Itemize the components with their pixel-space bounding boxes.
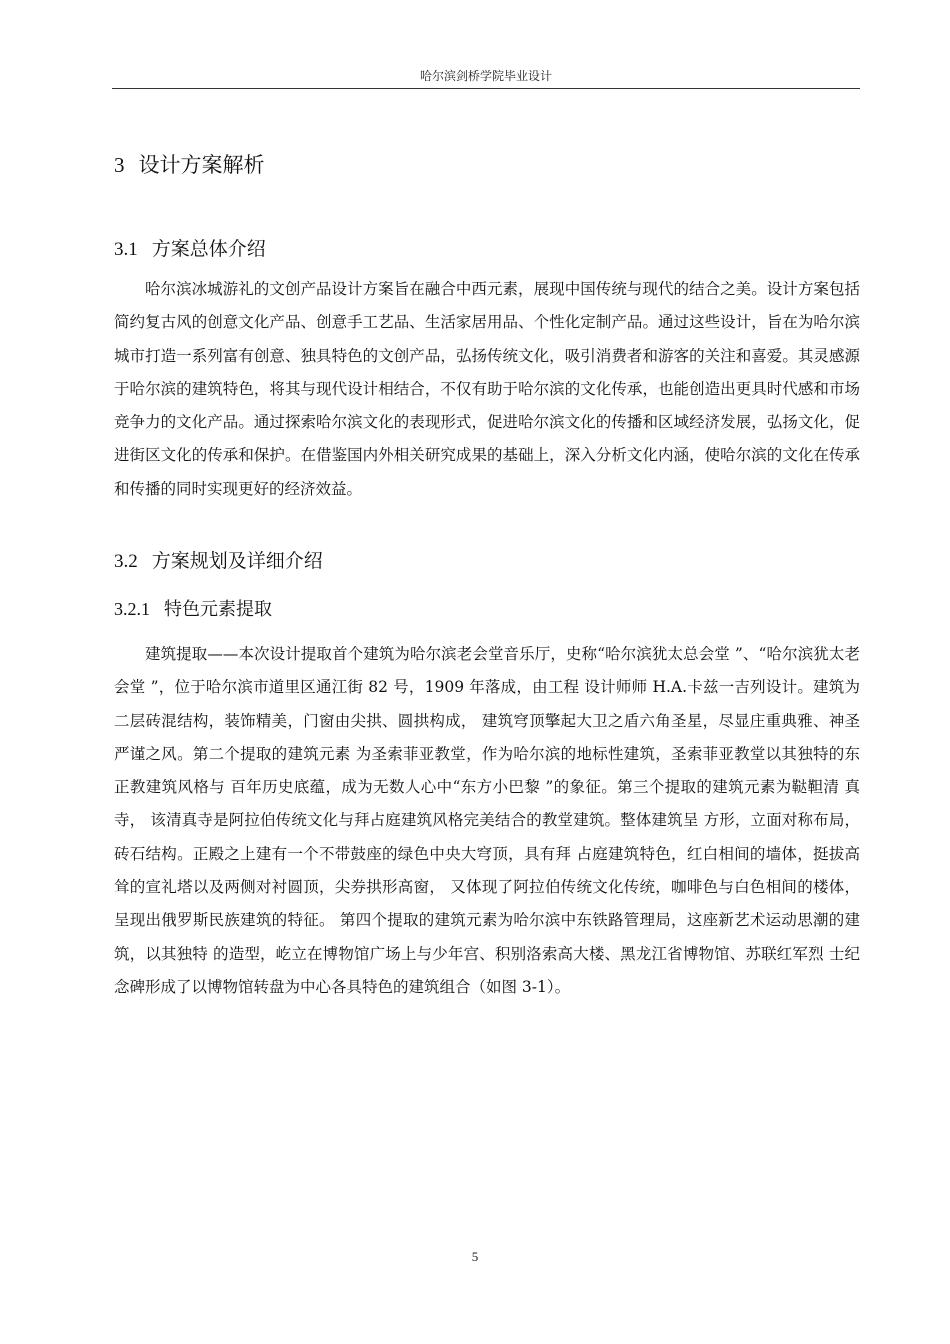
section-heading-3-2 <box>114 546 323 577</box>
page-number: 5 <box>471 1249 479 1264</box>
section-title-3-1: 方案总体介绍 <box>151 238 266 260</box>
section-number-3-1: 3.1 <box>114 239 138 260</box>
page-header: 哈尔滨剑桥学院毕业设计 <box>419 69 552 83</box>
paragraph-3-1: 哈尔滨冰城游礼的文创产品设计方案旨在融合中西元素，展现中国传统与现代的结合之美。设计方案包括简约复古风的创意文化产品、创意手工艺品、生活家居用品、个性化定制产品。通过这些设计，旨在为哈尔滨城市打造一系列富有创意、独具特色的文创产品，弘扬传统文化，吸引消费者和游客的关注和喜爱。其灵感源于哈尔滨的建筑特色，将其与现代设计相结合，不仅有助于哈尔滨的文化传承，也能创造出更具时代感和市场竞争力的文化产品。通过探索哈尔滨文化的表现形式，促进哈尔滨文化的传播和区域经济发展，弘扬文化，促进街区文化的传承和保护。在借鉴国内外相关研究成果的基础上，深入分析文化内涵，使哈尔滨的文化在传承和传播的同时实现更好的经济效益。 <box>114 280 860 498</box>
section-heading-3-1 <box>114 234 266 265</box>
paragraph-3-2-1: 建筑提取——本次设计提取首个建筑为哈尔滨老会堂音乐厅，史称“哈尔滨犹太总会堂 ”、“哈尔滨犹太老会堂 ”，位于哈尔滨市道里区通江街 82 号，1909 年落成，由工程 设计师师 H.A.卡兹一吉列设计。建筑为二层砖混结构，装饰精美，门窗由尖拱、圆拱构成， 建筑穹顶擎起大卫之盾六角圣星，尽显庄重典雅、神圣严谨之风。第二个提取的建筑元素 为圣索菲亚教堂，作为哈尔滨的地标性建筑，圣索菲亚教堂以其独特的东正教建筑风格与 百年历史底蕴，成为无数人心中“东方小巴黎 ”的象征。第三个提取的建筑元素为鞑靼清 真寺， 该清真寺是阿拉伯传统文化与拜占庭建筑风格完美结合的教堂建筑。整体建筑呈 方形，立面对称布局，砖石结构。正殿之上建有一个不带鼓座的绿色中央大穹顶，具有拜 占庭建筑特色，红白相间的墙体，挺拔高耸的宣礼塔以及两侧对衬圆顶，尖券拱形高窗， 又体现了阿拉伯传统文化传统，咖啡色与白色相间的楼体，呈现出俄罗斯民族建筑的特征。 第四个提取的建筑元素为哈尔滨中东铁路管理局，这座新艺术运动思潮的建筑，以其独特 的造型，屹立在博物馆广场上与少年宫、积别洛索高大楼、黑龙江省博物馆、苏联红军烈 士纪念碑形成了以博物馆转盘为中心各具特色的建筑组合（如图 3-1）。 <box>114 645 860 996</box>
chapter-number: 3 <box>114 153 125 177</box>
chapter-title: 设计方案解析 <box>138 153 265 177</box>
chapter-heading <box>114 148 265 182</box>
subsection-title-3-2-1: 特色元素提取 <box>164 599 272 620</box>
section-number-3-2: 3.2 <box>114 551 138 572</box>
section-title-3-2: 方案规划及详细介绍 <box>151 550 323 572</box>
subsection-heading-3-2-1 <box>114 595 272 624</box>
subsection-number-3-2-1: 3.2.1 <box>114 599 150 619</box>
header-divider <box>112 88 860 89</box>
